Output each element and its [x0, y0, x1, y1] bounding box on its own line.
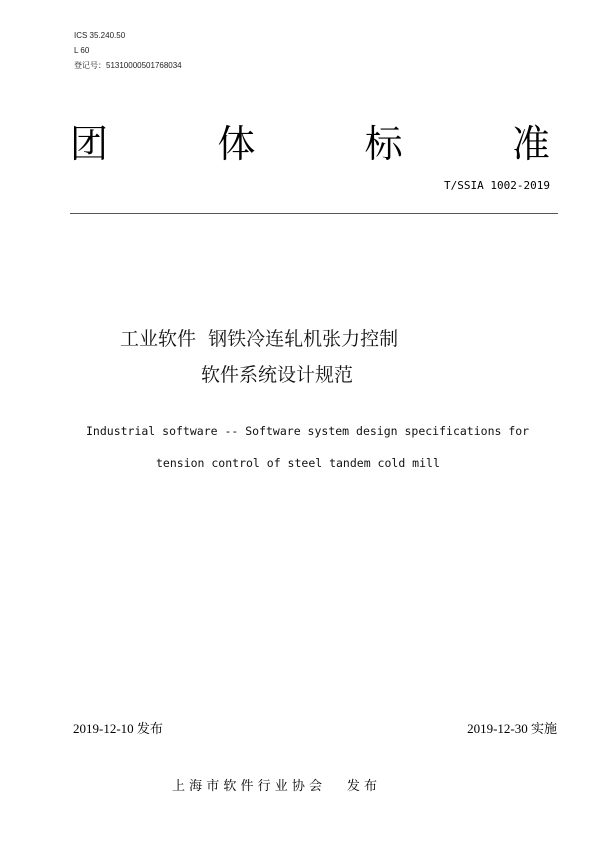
- heading-char-1: 团: [70, 122, 109, 166]
- publisher: 上 海 市 软 件 行 业 协 会 发 布: [172, 779, 377, 794]
- document-metadata: [74, 28, 182, 73]
- standard-number: T/SSIA 1002-2019: [444, 179, 550, 192]
- chinese-title-line-2: 软件系统设计规范: [201, 364, 354, 386]
- registration-number: 登记号：51310000501768034: [74, 61, 182, 70]
- heading-char-3: 标: [364, 122, 403, 166]
- release-date: 2019-12-10 发布: [73, 721, 163, 736]
- heading-char-4: 准: [511, 122, 550, 166]
- ics-code: ICS 35.240.50: [74, 31, 126, 40]
- chinese-title-line-1: 工业软件 钢铁冷连轧机张力控制: [120, 328, 399, 350]
- implementation-date: 2019-12-30 实施: [467, 721, 557, 736]
- english-title-line-2: tension control of steel tandem cold mill: [156, 456, 440, 470]
- english-title-line-1: Industrial software -- Software system design specifications for: [86, 424, 530, 438]
- classification-code: L 60: [74, 46, 90, 55]
- heading-char-2: 体: [217, 122, 256, 166]
- standard-type-heading: [70, 118, 550, 170]
- divider-line: [70, 213, 558, 214]
